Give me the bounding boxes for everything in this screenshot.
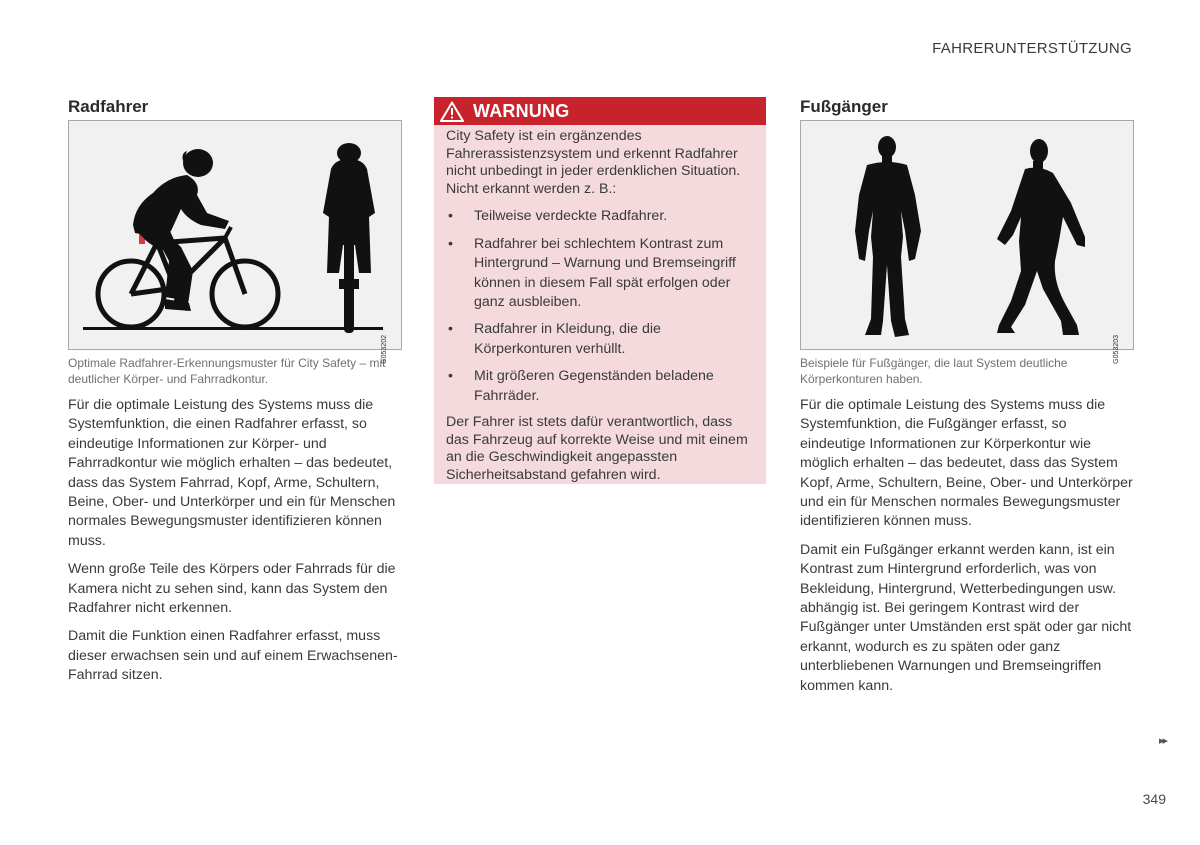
page-number: 349 <box>1142 791 1166 807</box>
warning-title: WARNUNG <box>473 100 570 121</box>
list-item: • Radfahrer bei schlechtem Kontrast zum Hintergrund – Warnung und Bremseingriff können in diesem Fall spät erfolgen oder ganz ausbleiben. <box>448 235 736 310</box>
figure-code: G053202 <box>381 335 388 364</box>
warning-intro: City Safety ist ein ergänzendes Fahrerassistenzsystem und erkennt Radfahrer nicht unbedingt in jeder erdenklichen Situation. Nicht erkannt werden z. B.: <box>446 128 741 197</box>
paragraph: Für die optimale Leistung des Systems muss die Systemfunktion, die einen Radfahrer erfasst, so eindeutige Informationen zur Körper- und Fahrradkontur wie möglich erhalten – das bedeutet, dass das System Fahrrad, Kopf, Arme, Schultern, Beine, Ober- und Unterkörper und ein für Menschen normales Bewegungsmuster identifizieren können muss. <box>68 397 396 549</box>
cyclist-illustration <box>69 121 401 349</box>
warning-header <box>434 97 766 125</box>
warning-section <box>434 96 766 483</box>
pedestrian-figure <box>800 120 1134 364</box>
warning-bullet-list <box>446 207 754 406</box>
figure-caption: Beispiele für Fußgänger, die laut System deutliche Körperkonturen haben. <box>800 356 1068 386</box>
section-heading-fussgaenger: Fußgänger <box>800 97 888 116</box>
warning-body <box>434 125 766 484</box>
bullet-icon: • <box>448 235 453 252</box>
pedestrian-illustration <box>801 121 1133 349</box>
paragraph: Damit ein Fußgänger erkannt werden kann, ist ein Kontrast zum Hintergrund erforderlich, was von Bekleidung, Hintergrund, Wetterbedingungen usw. abhängig ist. Bei geringem Kontrast wird der Fußgänger unter Umständen erst spät oder gar nicht erkannt, wodurch es zu späten oder ganz unterbliebenen Warnungen und Bremseingriffen kommen kann. <box>800 541 1132 694</box>
figure-code: G053203 <box>1113 335 1120 364</box>
cyclist-figure <box>68 120 402 364</box>
paragraph: Für die optimale Leistung des Systems muss die Systemfunktion, die Fußgänger erfasst, so eindeutige Informationen zur Körperkontur wie möglich erhalten – das bedeutet, dass das System Kopf, Arme, Schultern, Beine, Ober- und Unterkörper und ein für Menschen normales Bewegungsmuster identifizieren können muss. <box>800 397 1133 530</box>
list-item: • Radfahrer in Kleidung, die die Körperkonturen verhüllt. <box>448 321 661 357</box>
standing-pedestrian-silhouette <box>855 136 921 337</box>
section-heading-radfahrer: Radfahrer <box>68 97 149 116</box>
paragraph: Wenn große Teile des Körpers oder Fahrrads für die Kamera nicht zu sehen sind, kann das System den Radfahrer nicht erkennen. <box>68 561 396 617</box>
list-item: • Teilweise verdeckte Radfahrer. <box>446 207 754 226</box>
continue-arrows-icon: ▸▸ <box>1158 735 1166 747</box>
walking-pedestrian-silhouette <box>997 139 1085 335</box>
bullet-icon: • <box>448 321 453 338</box>
pedestrian-section <box>800 96 1134 696</box>
paragraph: Damit die Funktion einen Radfahrer erfasst, muss dieser erwachsen sein und auf einem Erwachsenen-Fahrrad sitzen. <box>68 628 398 684</box>
bullet-icon: • <box>448 208 453 225</box>
page-header-title: FAHRERUNTERSTÜTZUNG <box>932 40 1132 57</box>
list-item: • Mit größeren Gegenständen beladene Fahrräder. <box>448 368 714 404</box>
warning-outro: Der Fahrer ist stets dafür verantwortlich, dass das Fahrzeug auf korrekte Weise und mit einem an die Geschwindigkeit angepassten Sicherheitsabstand gefahren wird. <box>446 414 748 483</box>
figure-caption: Optimale Radfahrer-Erkennungsmuster für City Safety – mit deutlicher Körper- und Fahrradkontur. <box>68 356 386 386</box>
cyclist-section <box>68 96 402 686</box>
bullet-icon: • <box>448 368 453 385</box>
warning-box <box>434 97 766 484</box>
warning-triangle-icon <box>440 101 464 122</box>
rear-view-cyclist-silhouette <box>323 143 375 333</box>
